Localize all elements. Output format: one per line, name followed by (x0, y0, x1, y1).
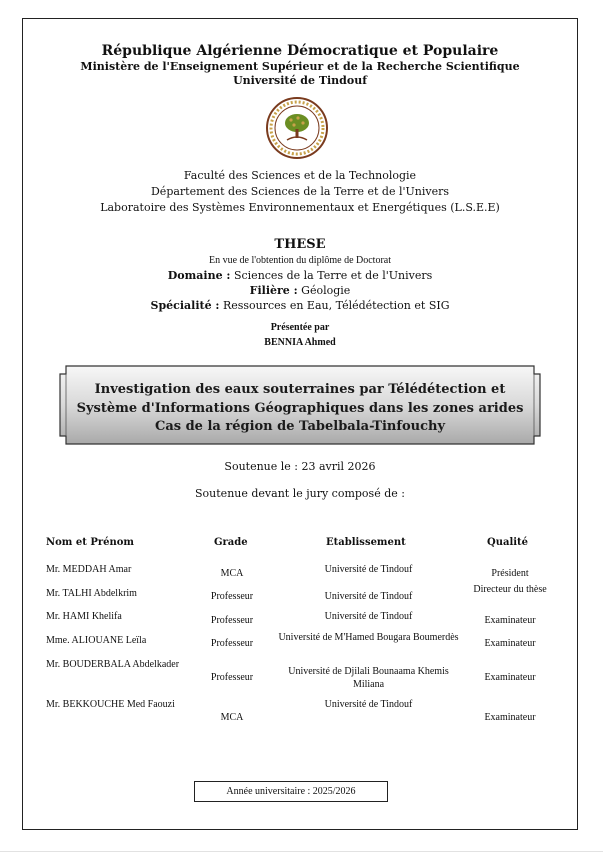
title-line-3: Cas de la région de Tabelbala-Tinfouchy (154, 419, 446, 434)
academic-year: Année universitaire : 2025/2026 (194, 781, 388, 802)
jury-row-5-qual: Examinateur (484, 712, 536, 723)
jury-row-1-name: Mr. TALHI Abdelkrim (46, 588, 137, 599)
jury-row-4-qual: Examinateur (484, 672, 536, 683)
laboratory-name: Laboratoire des Systèmes Environnementaux et Energétiques (L.S.E.E) (100, 201, 500, 214)
header-grade: Grade (214, 537, 248, 548)
jury-row-3-qual: Examinateur (484, 638, 536, 649)
domaine-value: Sciences de la Terre et de l'Univers (230, 269, 433, 282)
jury-row-2-etab: Université de Tindouf (324, 611, 413, 622)
specialite-line (22, 299, 578, 312)
jury-row-5-grade: MCA (220, 712, 244, 723)
title-line-2: Système d'Informations Géographiques dans les zones arides (76, 401, 524, 416)
filiere-value: Géologie (297, 284, 351, 297)
filiere-label: Filière : (249, 284, 298, 297)
jury-row-0-qual: Président (491, 568, 529, 579)
jury-row-4-etab: Université de Djilali Bounaama Khemis Miliana (288, 666, 449, 690)
filiere-line (22, 284, 578, 297)
jury-row-2-name: Mr. HAMI Khelifa (46, 611, 122, 622)
jury-row-4-name: Mr. BOUDERBALA Abdelkader (46, 659, 180, 670)
jury-row-4-grade: Professeur (210, 672, 254, 683)
domaine-line (22, 269, 578, 282)
author-name: BENNIA Ahmed (264, 337, 336, 348)
jury-row-1-grade: Professeur (210, 591, 254, 602)
jury-row-1-qual: Directeur du thèse (473, 584, 547, 595)
university-heading: Université de Tindouf (233, 74, 367, 87)
defense-date: Soutenue le : 23 avril 2026 (224, 460, 376, 473)
domaine-label: Domaine : (167, 269, 231, 282)
specialite-label: Spécialité : (150, 299, 220, 312)
thesis-label: THESE (274, 237, 326, 252)
department-name: Département des Sciences de la Terre et de l'Univers (150, 185, 450, 198)
jury-row-3-etab: Université de M'Hamed Bougara Boumerdès (278, 632, 459, 643)
jury-row-5-name: Mr. BEKKOUCHE Med Faouzi (46, 699, 175, 710)
specialite-value: Ressources en Eau, Télédétection et SIG (219, 299, 450, 312)
jury-row-3-name: Mme. ALIOUANE Leïla (46, 635, 147, 646)
header-name: Nom et Prénom (46, 537, 135, 548)
jury-row-5-etab: Université de Tindouf (324, 699, 413, 710)
title-line-1: Investigation des eaux souterraines par Télédétection et (94, 382, 506, 397)
ministry-heading: Ministère de l'Enseignement Supérieur et de la Recherche Scientifique (80, 60, 520, 73)
jury-row-1-etab: Université de Tindouf (324, 591, 413, 602)
jury-row-0-name: Mr. MEDDAH Amar (46, 564, 132, 575)
republic-heading: République Algérienne Démocratique et Populaire (101, 43, 499, 59)
thesis-purpose: En vue de l'obtention du diplôme de Doctorat (208, 255, 392, 266)
presented-by: Présentée par (270, 322, 330, 333)
jury-row-3-grade: Professeur (210, 638, 254, 649)
jury-intro: Soutenue devant le jury composé de : (195, 487, 405, 500)
jury-row-2-grade: Professeur (210, 615, 254, 626)
header-etab: Etablissement (326, 537, 406, 548)
jury-row-0-etab: Université de Tindouf (324, 564, 413, 575)
jury-row-0-grade: MCA (220, 568, 244, 579)
header-qual: Qualité (487, 537, 529, 548)
faculty-name: Faculté des Sciences et de la Technologie (183, 169, 417, 182)
university-seal-icon (265, 96, 329, 160)
jury-row-2-qual: Examinateur (484, 615, 536, 626)
page-bottom-divider (0, 851, 603, 852)
